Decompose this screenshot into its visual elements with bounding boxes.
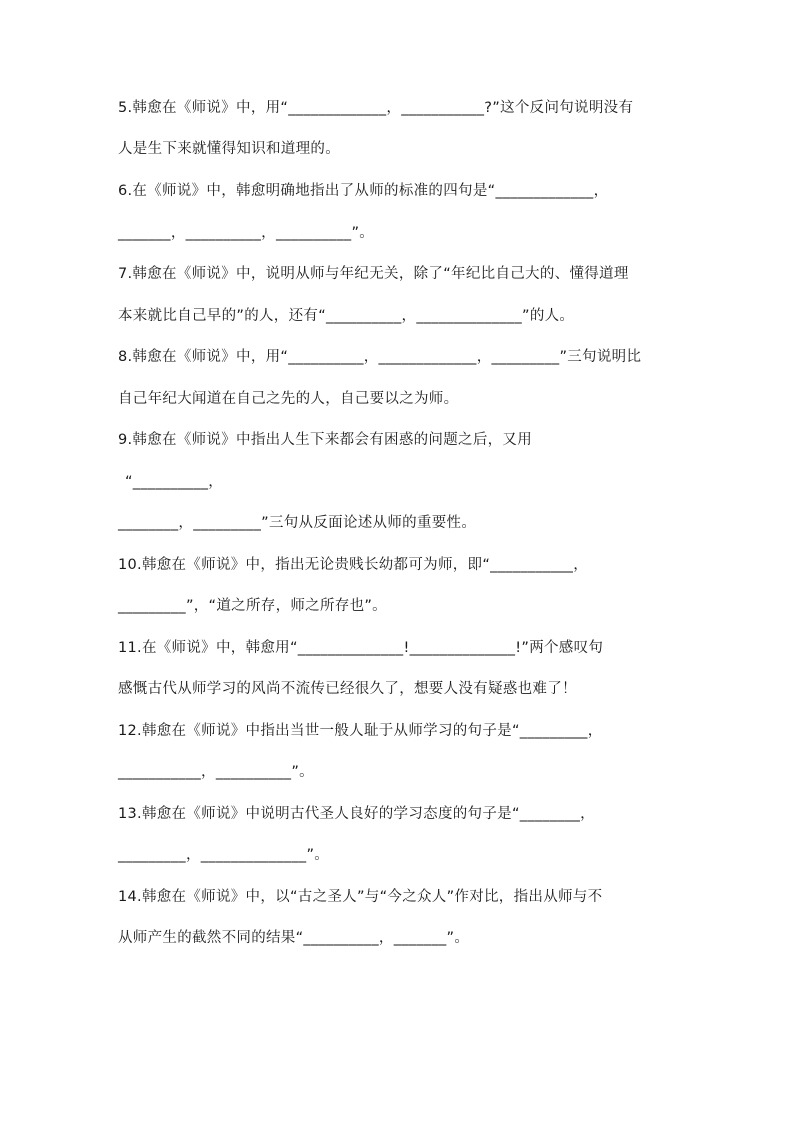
q10-line-2: _________”，“道之所存，师之所存也”。: [118, 598, 387, 614]
q12-line-2: ___________，__________”。: [118, 764, 314, 780]
q10-line-1: 10.韩愈在《师说》中，指出无论贵贱长幼都可为师，即“___________，: [118, 557, 589, 573]
q12-line-1: 12.韩愈在《师说》中指出当世一般人耻于从师学习的句子是“_________，: [118, 723, 603, 739]
q5-line-1: 5.韩愈在《师说》中，用“_____________，___________?”这个反问句说明没有: [118, 100, 634, 116]
q6-line-1: 6.在《师说》中，韩愈明确地指出了从师的标准的四句是“_____________，: [118, 183, 609, 199]
q7-line-1: 7.韩愈在《师说》中，说明从师与年纪无关，除了“年纪比自己大的、懂得道理: [118, 266, 629, 282]
q14-line-1: 14.韩愈在《师说》中，以“古之圣人”与“今之众人”作对比，指出从师与不: [118, 889, 603, 905]
q14-line-2: 从师产生的截然不同的结果“__________，_______”。: [118, 930, 470, 946]
q11-line-1: 11.在《师说》中，韩愈用“______________!______________!”两个感叹句: [118, 640, 604, 656]
q9-line-3: ________，_________”三句从反面论述从师的重要性。: [118, 515, 477, 531]
q9-line-2: “__________，: [125, 474, 224, 490]
q5-line-2: 人是生下来就懂得知识和道理的。: [118, 141, 340, 157]
q8-line-2: 自己年纪大闻道在自己之先的人，自己要以之为师。: [118, 391, 459, 407]
q11-line-2: 感慨古代从师学习的风尚不流传已经很久了，想要人没有疑惑也难了！: [118, 681, 577, 697]
q7-line-2: 本来就比自己早的”的人，还有“__________，______________”的人。: [118, 308, 575, 324]
q8-line-1: 8.韩愈在《师说》中，用“__________，_____________，_________”三句说明比: [118, 349, 642, 365]
q13-line-1: 13.韩愈在《师说》中说明古代圣人良好的学习态度的句子是“________，: [118, 806, 595, 822]
q6-line-2: _______，__________，__________”。: [118, 225, 375, 241]
q9-line-1: 9.韩愈在《师说》中指出人生下来都会有困惑的问题之后，又用: [118, 432, 533, 448]
q13-line-2: _________，______________”。: [118, 847, 330, 863]
